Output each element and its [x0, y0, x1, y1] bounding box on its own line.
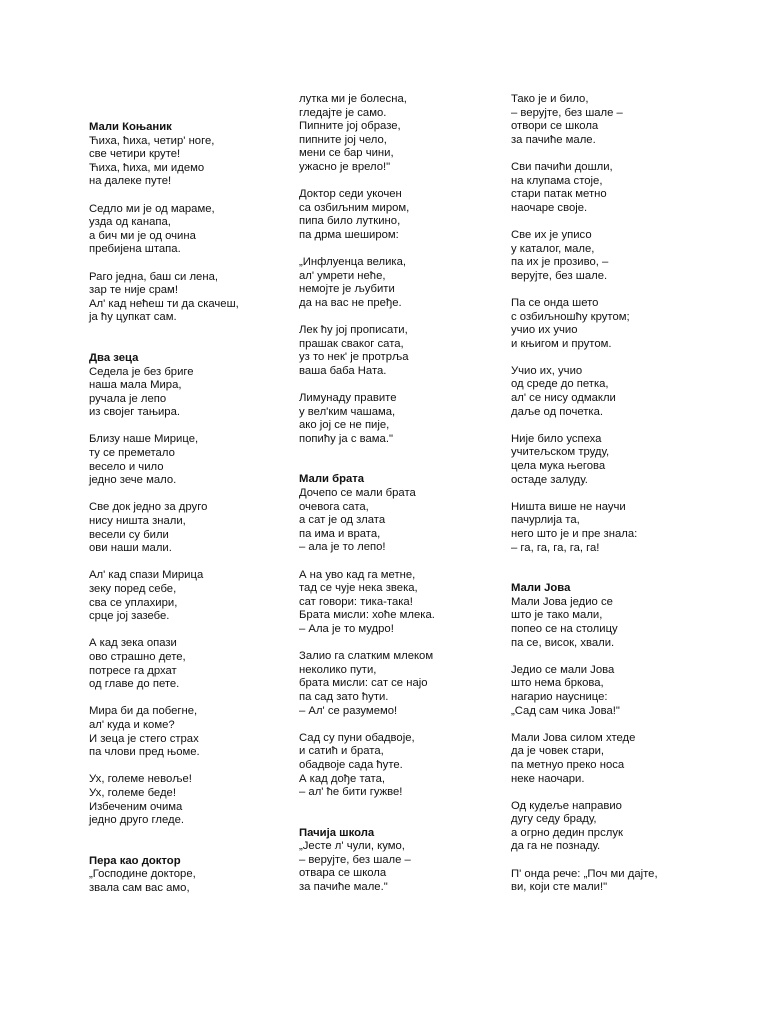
verse-line: Све их је уписо — [511, 228, 592, 241]
verse-line: – Ала је то мудро! — [299, 622, 394, 635]
verse-line: Ал' кад спази Мирица — [89, 569, 204, 582]
verse-line: И зеца је стего страх — [89, 732, 199, 745]
verse-line: весело и чило — [89, 460, 164, 473]
verse-line: уз то нек' је протрља — [299, 351, 409, 364]
verse-line: „Инфлуенца велика, — [299, 256, 406, 269]
stanza — [89, 203, 329, 257]
verse-line: Ништа више не научи — [511, 500, 626, 513]
verse-line: весели су били — [89, 528, 169, 541]
verse-line: Па се онда шето — [511, 296, 599, 309]
verse-line: ал' се нису одмакли — [511, 392, 616, 405]
verse-line: очевога сата, — [299, 500, 369, 513]
verse-line: пребијена штапа. — [89, 243, 181, 256]
stanza — [89, 433, 329, 487]
verse-line: Тако је и било, — [511, 93, 589, 105]
verse-line: верујте, без шале. — [511, 269, 608, 282]
stanza — [89, 366, 329, 420]
poem — [299, 93, 539, 446]
stanza — [89, 135, 329, 189]
verse-line: прашак сваког сата, — [299, 337, 404, 350]
verse-line: па их је прозиво, – — [511, 256, 609, 269]
stanza — [89, 773, 329, 827]
poem-title: Мали Јова — [511, 582, 571, 595]
stanza — [511, 229, 751, 283]
verse-line: попићу ја с вама." — [299, 432, 393, 445]
verse-line: Ћиха, ћиха, ми идемо — [89, 161, 205, 174]
verse-line: Од кудеље направио — [511, 799, 622, 812]
verse-line: цела мука његова — [511, 460, 606, 473]
stanza — [299, 840, 539, 894]
stanza — [511, 664, 751, 718]
verse-line: учитељском труду, — [511, 446, 610, 459]
verse-line: Брата мисли: хоће млека. — [299, 609, 435, 622]
stanza — [511, 800, 751, 854]
stanza — [511, 365, 751, 419]
verse-line: што нема бркова, — [511, 677, 604, 690]
verse-line: А на уво кад га метне, — [299, 568, 416, 581]
verse-line: обадвоје сада ћуте. — [299, 758, 403, 771]
stanza — [299, 569, 539, 637]
poem-title: Мали Коњаник — [89, 121, 172, 133]
verse-line: ручала је лепо — [89, 392, 167, 405]
verse-line: па се, висок, хвали. — [511, 636, 615, 649]
verse-line: на далеке путе! — [89, 175, 172, 188]
verse-line: да на вас не пређе. — [299, 296, 402, 309]
poem — [511, 582, 751, 895]
verse-line: са озбиљним миром, — [299, 201, 410, 214]
verse-line: узда од канапа, — [89, 216, 171, 229]
verse-line: ужасно је врело!" — [299, 160, 391, 173]
verse-line: Ал' кад нећеш ти да скачеш, — [89, 297, 239, 310]
verse-line: зар те није срам! — [89, 284, 178, 297]
stanza — [89, 569, 329, 623]
verse-line: па сад зато ћути. — [299, 690, 389, 703]
verse-line: с озбиљношћу крутом; — [511, 310, 630, 323]
verse-line: ја ћу цупкат сам. — [89, 311, 177, 324]
verse-line: па члови пред њоме. — [89, 746, 200, 759]
poem-spacer — [299, 800, 539, 827]
verse-line: – ал' ће бити гужве! — [299, 786, 403, 799]
verse-line: зеку поред себе, — [89, 583, 177, 595]
verse-line: „Господине докторе, — [89, 868, 196, 881]
verse-line: сва се уплахири, — [89, 596, 178, 609]
verse-line: што је тако мали, — [511, 609, 603, 622]
verse-line: стари патак метно — [511, 188, 607, 201]
verse-line: Ух, големе беде! — [89, 786, 176, 799]
verse-line: отвара се школа — [299, 867, 387, 880]
stanza — [299, 256, 539, 310]
verse-line: сат говори: тика-така! — [299, 595, 413, 608]
verse-line: А кад дође тата, — [299, 772, 386, 785]
verse-line: Избеченим очима — [89, 800, 183, 813]
stanza — [299, 188, 539, 242]
stanza — [89, 868, 329, 895]
verse-line: за пачиће мале. — [511, 133, 596, 146]
verse-line: брата мисли: сат се најо — [299, 677, 428, 690]
verse-line: „Јесте л' чули, кумо, — [299, 840, 405, 853]
verse-line: гледајте је само. — [299, 106, 387, 119]
verse-line: Није било успеха — [511, 432, 602, 445]
verse-line: – ала је то лепо! — [299, 541, 386, 554]
poem-spacer — [89, 828, 329, 855]
verse-line: па има и врата, — [299, 527, 381, 540]
verse-line: нису ништа знали, — [89, 515, 186, 528]
stanza — [89, 271, 329, 325]
verse-line: неке наочари. — [511, 772, 585, 785]
verse-line: попео се на столицу — [511, 622, 618, 635]
stanza — [511, 732, 751, 786]
verse-line: потресе га дрхат — [89, 664, 177, 677]
verse-line: звала сам вас амо, — [89, 881, 190, 894]
verse-line: А кад зека опази — [89, 637, 177, 650]
verse-line: остаде залуду. — [511, 473, 588, 486]
poem-spacer — [511, 555, 751, 582]
poem — [89, 352, 329, 828]
poem — [299, 827, 539, 895]
verse-line: Мира би да побегне, — [89, 705, 198, 718]
stanza — [89, 501, 329, 555]
poem — [89, 121, 329, 325]
verse-line: пипа било луткино, — [299, 215, 401, 228]
verse-line: једно друго гледе. — [89, 814, 184, 827]
verse-line: Залио га слатким млеком — [299, 650, 434, 663]
stanza — [299, 93, 539, 175]
stanza — [299, 650, 539, 718]
verse-line: тад се чује нека звека, — [299, 582, 418, 595]
verse-line: срце јој зазебе. — [89, 610, 170, 623]
verse-line: наочаре своје. — [511, 201, 588, 214]
verse-line: ви, који сте мали!" — [511, 881, 608, 894]
verse-line: од среде до петка, — [511, 378, 609, 391]
verse-line: Све док једно за друго — [89, 501, 208, 514]
stanza — [511, 433, 751, 487]
poem — [89, 855, 329, 896]
column-right — [511, 93, 751, 895]
verse-line: Близу наше Мирице, — [89, 433, 199, 446]
verse-line: немојте је љубити — [299, 283, 395, 296]
verse-line: „Сад сам чика Јова!" — [511, 704, 620, 717]
verse-line: – Ал' се разумемо! — [299, 704, 398, 717]
verse-line: – верујте, без шале – — [299, 853, 411, 866]
verse-line: Сви пачићи дошли, — [511, 160, 613, 173]
verse-line: него што је и пре знала: — [511, 528, 638, 540]
stanza — [511, 501, 751, 555]
verse-line: ваша баба Ната. — [299, 364, 387, 377]
poem-title: Два зеца — [89, 351, 139, 364]
stanza — [511, 868, 751, 895]
verse-line: пачурлија та, — [511, 514, 580, 527]
verse-line: па дрма шеширом: — [299, 228, 399, 241]
poem-title: Пачија школа — [299, 826, 375, 839]
column-middle — [299, 93, 539, 895]
verse-line: Учио их, учио — [511, 364, 583, 377]
verse-line: Пипните јој образе, — [299, 120, 401, 133]
verse-line: ал' умрети неће, — [299, 269, 386, 282]
verse-line: од главе до пете. — [89, 678, 180, 691]
verse-line: учио их учио — [511, 324, 578, 337]
verse-line: отвори се школа — [511, 120, 599, 133]
verse-line: дугу седу браду, — [511, 813, 597, 826]
verse-line: Мали Јова једио се — [511, 595, 613, 608]
verse-line: једно зече мало. — [89, 474, 177, 487]
verse-line: Мали Јова силом хтеде — [511, 731, 636, 744]
stanza — [511, 297, 751, 351]
verse-line: и сатић и брата, — [299, 745, 384, 758]
verse-line: – верујте, без шале – — [511, 106, 623, 119]
verse-line: и књигом и прутом. — [511, 337, 612, 350]
verse-line: Раго једна, баш си лена, — [89, 270, 218, 283]
stanza — [299, 487, 539, 555]
verse-line: наша мала Мира, — [89, 379, 182, 392]
verse-line: ту се преметало — [89, 447, 175, 460]
verse-line: ово страшно дете, — [89, 650, 186, 663]
verse-line: Седела је без бриге — [89, 365, 194, 378]
stanza — [89, 637, 329, 691]
verse-line: лутка ми је болесна, — [299, 93, 407, 105]
verse-line: Сад су пуни обадвоје, — [299, 731, 415, 744]
verse-line: П' онда рече: „Поч ми дајте, — [511, 867, 658, 880]
poem — [299, 473, 539, 799]
verse-line: Седло ми је од мараме, — [89, 202, 215, 215]
verse-line: нагарио науснице: — [511, 690, 608, 703]
stanza — [511, 161, 751, 215]
verse-line: у каталог, мале, — [511, 242, 595, 255]
stanza — [299, 392, 539, 446]
verse-line: Доктор седи укочен — [299, 188, 402, 201]
stanza — [511, 93, 751, 147]
poem-title: Пера као доктор — [89, 854, 181, 867]
verse-line: из својег тањира. — [89, 406, 181, 419]
column-left — [89, 121, 329, 895]
verse-line: а огрно дедин прслук — [511, 826, 623, 839]
verse-line: Ћиха, ћиха, четир' ноге, — [89, 134, 215, 147]
verse-line: све четири круте! — [89, 148, 181, 161]
poem-spacer — [89, 325, 329, 352]
verse-line: да је човек стари, — [511, 745, 605, 758]
verse-line: да га не познаду. — [511, 840, 601, 853]
verse-line: а бич ми је од очина — [89, 229, 196, 242]
verse-line: а сат је од злата — [299, 514, 386, 527]
verse-line: Дочепо се мали брата — [299, 487, 416, 500]
verse-line: Једио се мали Јова — [511, 663, 615, 676]
stanza — [299, 732, 539, 800]
verse-line: неколико пути, — [299, 663, 377, 676]
verse-line: ал' куда и коме? — [89, 718, 175, 731]
verse-line: на клупама стоје, — [511, 174, 603, 187]
verse-line: за пачиће мале." — [299, 881, 388, 894]
verse-line: Ух, големе невоље! — [89, 773, 192, 786]
poem — [511, 93, 751, 555]
stanza — [299, 324, 539, 378]
verse-line: – га, га, га, га, га! — [511, 541, 600, 554]
stanza — [89, 705, 329, 759]
verse-line: даље од почетка. — [511, 405, 604, 418]
verse-line: у вел'ким чашама, — [299, 405, 396, 418]
verse-line: мени се бар чини, — [299, 147, 394, 160]
verse-line: Лек ћу јој прописати, — [299, 324, 408, 337]
stanza — [511, 596, 751, 650]
verse-line: пипните јој чело, — [299, 133, 387, 146]
poem-title: Мали брата — [299, 473, 365, 486]
poem-spacer — [299, 446, 539, 473]
verse-line: ако јој се не пије, — [299, 419, 390, 432]
verse-line: па метнуо преко носа — [511, 758, 625, 771]
verse-line: Лимунаду правите — [299, 392, 397, 405]
verse-line: ови наши мали. — [89, 542, 172, 555]
